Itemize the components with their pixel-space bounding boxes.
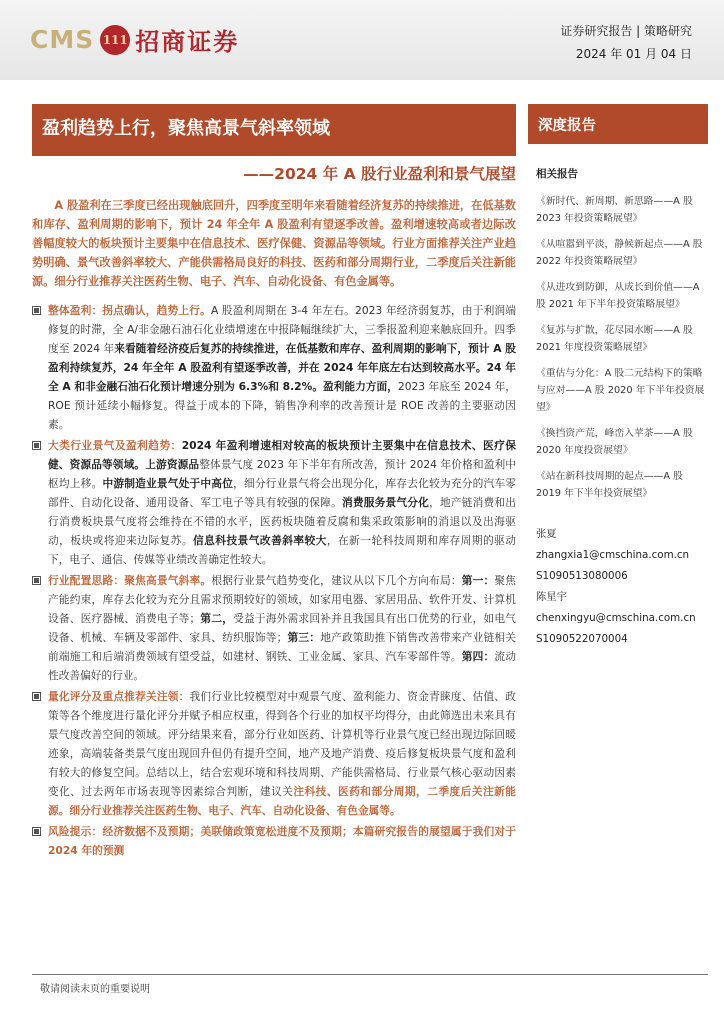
bullet-lead: 行业配置思路：聚焦高景气斜率。 <box>48 574 212 587</box>
header-meta <box>560 20 692 66</box>
analyst-line: S1090513080006 <box>536 570 628 582</box>
bullet-lead: 整体盈利：拐点确认，趋势上行。 <box>48 304 211 317</box>
report-category: 证券研究报告 | 策略研究 <box>560 24 692 38</box>
title-bar <box>32 104 516 156</box>
bullet-text: ，细分行业景气将会出现分化，库存去化较为充分的汽车零部件、自动化设备、通用设备、军工电子等具有较强的保障。 <box>48 477 516 509</box>
bullet-text: 第四： <box>461 650 495 663</box>
related-reports-list <box>536 193 708 502</box>
logo-cn-text: 招商证券 <box>135 27 240 56</box>
related-report-link[interactable]: 《換挡资产荒，峰峦入苹茶——A 股 2020 年度投资展望》 <box>536 428 693 456</box>
bullet-text: 第二， <box>200 612 234 625</box>
bullet-text: 来看随着经济疫后复苏的持续推进，在低基数和库存、盈利周期的影响下，预计 A 股盈利持续复苏，24 年全年 A 股盈利有望逐季改善，并在 2024 年年底左右达到较高水平。24 年全 A 和非金融石油石化预计增速分别为 6.3%和 8.2%。盈利能力方面， <box>48 342 516 393</box>
bullet-text: 2024 年盈利增速相对较高的板块预计主要集中在信息技术、医疗保健、资源品等领域。 <box>48 439 516 471</box>
footer-disclaimer: 敬请阅读末页的重要说明 <box>40 984 150 995</box>
bullet-text: 流动性改善偏好的行业。 <box>48 650 516 682</box>
related-report-link[interactable]: 《新时代、新周期、新思路——A 股 2023 年投资策略展望》 <box>536 196 693 224</box>
bullet-marker-icon <box>32 441 41 450</box>
related-report-link[interactable]: 《从进攻到防御，从成长到价值——A 股 2021 年下半年投资策略展望》 <box>536 282 700 310</box>
bullet-text: 受益于海外需求回补并且我国具有出口优势的行业，如电气设备、机械、车辆及零部件、家具、纺织服饰等； <box>48 612 516 644</box>
bullet-item <box>32 822 516 860</box>
bullet-item <box>32 436 516 569</box>
bullet-list <box>32 301 516 860</box>
related-report-link[interactable]: 《从喧嚣到平淡，静候新起点——A 股 2022 年投资策略展望》 <box>536 239 703 267</box>
bullet-item <box>32 571 516 685</box>
bullet-text: 根据行业景气趋势变化，建议从以下几个方向布局： <box>211 574 462 587</box>
bullet-text: 消费服务景气分化 <box>341 496 430 509</box>
related-report-link[interactable]: 《复苏与扩散，花尽园水断——A 股 2021 年度投资策略展望》 <box>536 325 693 353</box>
analyst-line: 陈星宇 <box>536 591 567 603</box>
analyst-line: chenxingyu@cmschina.com.cn <box>536 612 696 624</box>
bullet-marker-icon <box>32 576 41 585</box>
analyst-line: zhangxia1@cmschina.com.cn <box>536 549 690 561</box>
sidebar <box>528 104 708 650</box>
bullet-marker-icon <box>32 692 41 701</box>
page-subtitle: ——2024 年 A 股行业盈利和景气展望 <box>243 165 516 183</box>
bullet-text: A 股盈利周期在 3-4 年左右。2023 年经济弱复苏，由于利润端修复的时滞，全 A/非金融石油石化业绩增速在中报降幅继续扩大，三季报盈利迎来触底回升。四季度至 2024 年 <box>48 304 516 355</box>
sidebar-header <box>528 104 708 144</box>
bullet-marker-icon <box>32 306 41 315</box>
bullet-text: ，地产链消费和出行消费板块景气度将会维持在不错的水平，医药板块随着反腐和集采政策影响的消退以及出海驱动，板块或将迎来边际复苏。 <box>48 496 516 547</box>
bullet-text: 经济数据不及预期；美联储政策宽松进度不及预期；本篇研究报告的展望属于我们对于 2024 年的预测 <box>48 825 516 857</box>
bullet-text: 上游资源品 <box>145 458 200 471</box>
bullet-text: 注科技、医药和部分周期，二季度后关注新能源。细分行业推荐关注医药生物、电子、汽车、自动化设备、有色金属等。 <box>48 785 516 817</box>
bullet-text: 聚焦产能约束，库存去化较为充分且需求预期较好的领域，如家用电器、家居用品、软件开发、计算机设备、医疗器械、消费电子等； <box>48 574 516 625</box>
bullet-text: 2023 年底至 2024 年，ROE 预计延续小幅修复。得益于成本的下降，销售净利率的改善预计是 ROE 改善的主要驱动因素。 <box>48 380 516 431</box>
bullet-text: 整体景气度 2023 年下半年有所改善，预计 2024 年价格和盈利中枢均上移。 <box>48 458 516 490</box>
bullet-item <box>32 301 516 434</box>
sidebar-header-label: 深度报告 <box>538 117 596 134</box>
related-reports-title: 相关报告 <box>536 168 578 180</box>
page-title: 盈利趋势上行，聚焦高景气斜率领域 <box>42 118 330 139</box>
related-report-link[interactable]: 《站在新科技周期的起点——A 股 2019 年下半年投资展望》 <box>536 471 683 499</box>
bullet-text: 第一： <box>461 574 495 587</box>
logo-cms-text: CMS <box>30 25 95 54</box>
report-date: 2024 年 01 月 04 日 <box>575 47 692 61</box>
analyst-info <box>536 524 708 650</box>
logo-seal-icon: 111 <box>100 25 130 55</box>
bullet-text: 信息科技景气改善斜率较大 <box>193 534 327 547</box>
abstract: A 股盈利在三季度已经出现触底回升，四季度至明年来看随着经济复苏的持续推进，在低基数和库存、盈利周期的影响下，预计 24 年全年 A 股盈利有望逐季改善。盈利增速较高或者边际改善幅度较大的板块预计主要集中在信息技术、医疗保健、资源品等领域。行业方面推荐关注产业趋势明确、景气改善斜率较大、产能供需格局良好的科技、医药和部分周期行业，二季度后关注新能源。细分行业推荐关注医药生物、电子、汽车、自动化设备、有色金属等。 <box>32 199 516 288</box>
footer-divider <box>32 974 708 975</box>
analyst-line: S1090522070004 <box>536 633 628 645</box>
cms-logo <box>30 22 239 57</box>
bullet-lead: 量化评分及重点推荐关注领： <box>48 690 190 703</box>
bullet-lead: 风险提示： <box>48 825 103 838</box>
related-report-link[interactable]: 《重估与分化：A 股二元结构下的策略与应对——A 股 2020 年下半年投资展望》 <box>536 368 705 413</box>
bullet-text: 中游制造业景气处于中高位 <box>102 477 234 490</box>
bullet-text: 我们行业比较模型对中观景气度、盈利能力、资金青睐度、估值、政策等各个维度进行量化评分并赋予相应权重，得到各个行业的加权平均得分，由此筛选出未来具有景气度改善空间的领域。评分结果来看，部分行业如医药、计算机等行业景气度已经出现边际回暖迹象，高端装备类景气度出现回升但仍有提升空间，地产及地产消费、疫后修复板块景气度和盈利有较大的修复空间。总结以上，结合宏观环境和科技周期、产能供需格局、行业景气核心驱动因素变化、过去两年市场表现等因素综合判断，建议关 <box>48 690 516 798</box>
bullet-item <box>32 687 516 820</box>
main-column <box>32 104 516 862</box>
bullet-text: ，在新一轮科技周期和库存周期的驱动下，电子、通信、传媒等业绩改善确定性较大。 <box>48 534 516 566</box>
bullet-marker-icon <box>32 827 41 836</box>
analyst-line: 张夏 <box>536 528 557 540</box>
bullet-text: 第三： <box>287 631 321 644</box>
bullet-text: 地产政策助推下销售改善带来产业链相关前端施工和后端消费领域有望受益，如建材、钢铁、工业金属、家具、汽车零部件等。 <box>48 631 516 663</box>
bullet-lead: 大类行业景气及盈利趋势： <box>48 439 182 452</box>
